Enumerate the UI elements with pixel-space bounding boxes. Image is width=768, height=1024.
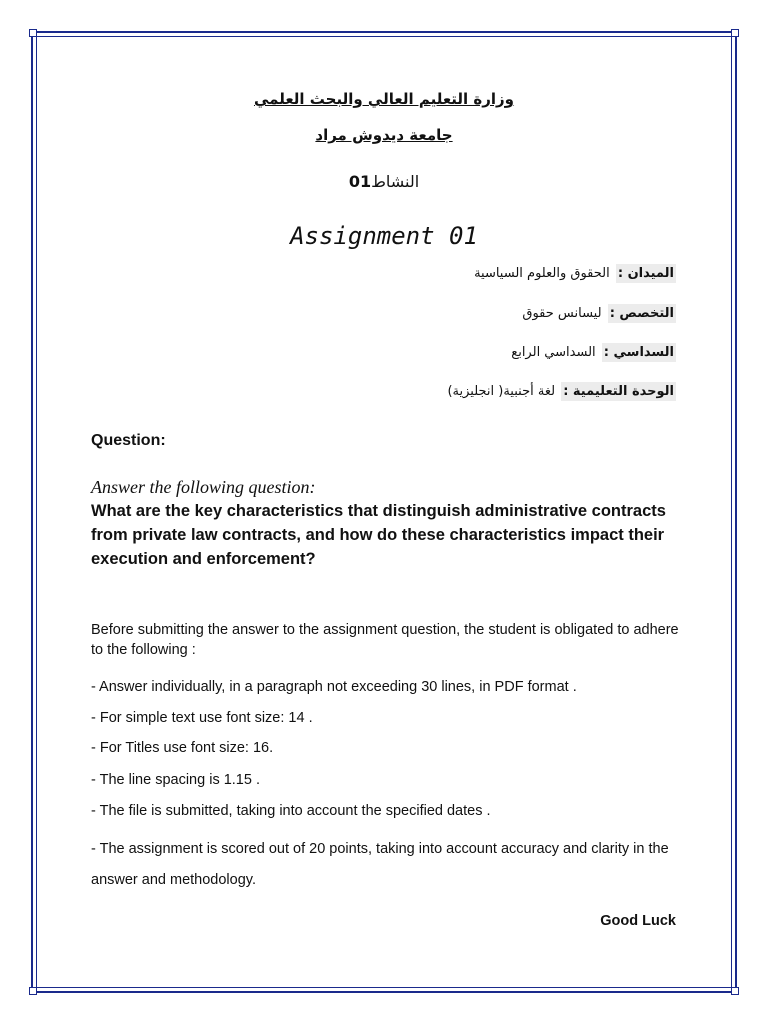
university-name: جامعة ديدوش مراد [315, 126, 453, 144]
meta-specialty [520, 306, 676, 321]
instruction-rule: - The file is submitted, taking into account the specified dates . [91, 803, 491, 819]
meta-teaching-unit [445, 384, 676, 399]
ministry-title: وزارة التعليم العالي والبحث العلمي [253, 90, 515, 108]
meta-key: السداسي : [603, 345, 674, 360]
meta-field [472, 266, 676, 281]
instruction-rule: - The line spacing is 1.15 . [91, 772, 260, 788]
question-heading: Question: [91, 432, 166, 449]
meta-key: التخصص : [609, 306, 674, 321]
instruction-rule: - For Titles use font size: 16. [91, 740, 274, 756]
instructions-intro: Before submitting the answer to the assignment question, the student is obligated to adhere to the following : [91, 622, 679, 658]
meta-value: لغة أجنبية( انجليزية) [447, 384, 556, 399]
border-corner-ornament [29, 987, 37, 995]
meta-value: الحقوق والعلوم السياسية [474, 266, 610, 281]
instruction-rule: - For simple text use font size: 14 . [91, 710, 313, 726]
border-corner-ornament [731, 987, 739, 995]
question-intro: Answer the following question: [91, 477, 316, 497]
activity-number: 01 [348, 172, 372, 191]
meta-key: الوحدة التعليمية : [563, 384, 674, 399]
question-text: What are the key characteristics that distinguish administrative contracts from private law contracts, and how do these characteristics impact their execution and enforcement? [91, 502, 666, 568]
activity-title [0, 172, 768, 191]
meta-semester [509, 345, 676, 360]
border-corner-ornament [731, 29, 739, 37]
good-luck-text: Good Luck [600, 913, 676, 929]
instruction-rule: - The assignment is scored out of 20 points, taking into account accuracy and clarity in the answer and methodology. [91, 841, 669, 888]
border-corner-ornament [29, 29, 37, 37]
meta-value: ليسانس حقوق [522, 306, 602, 321]
meta-value: السداسي الرابع [511, 345, 596, 360]
instruction-rule: - Answer individually, in a paragraph not exceeding 30 lines, in PDF format . [91, 679, 577, 695]
meta-key: الميدان : [617, 266, 674, 281]
activity-label: النشاط [371, 172, 420, 191]
assignment-title: Assignment 01 [290, 222, 478, 250]
